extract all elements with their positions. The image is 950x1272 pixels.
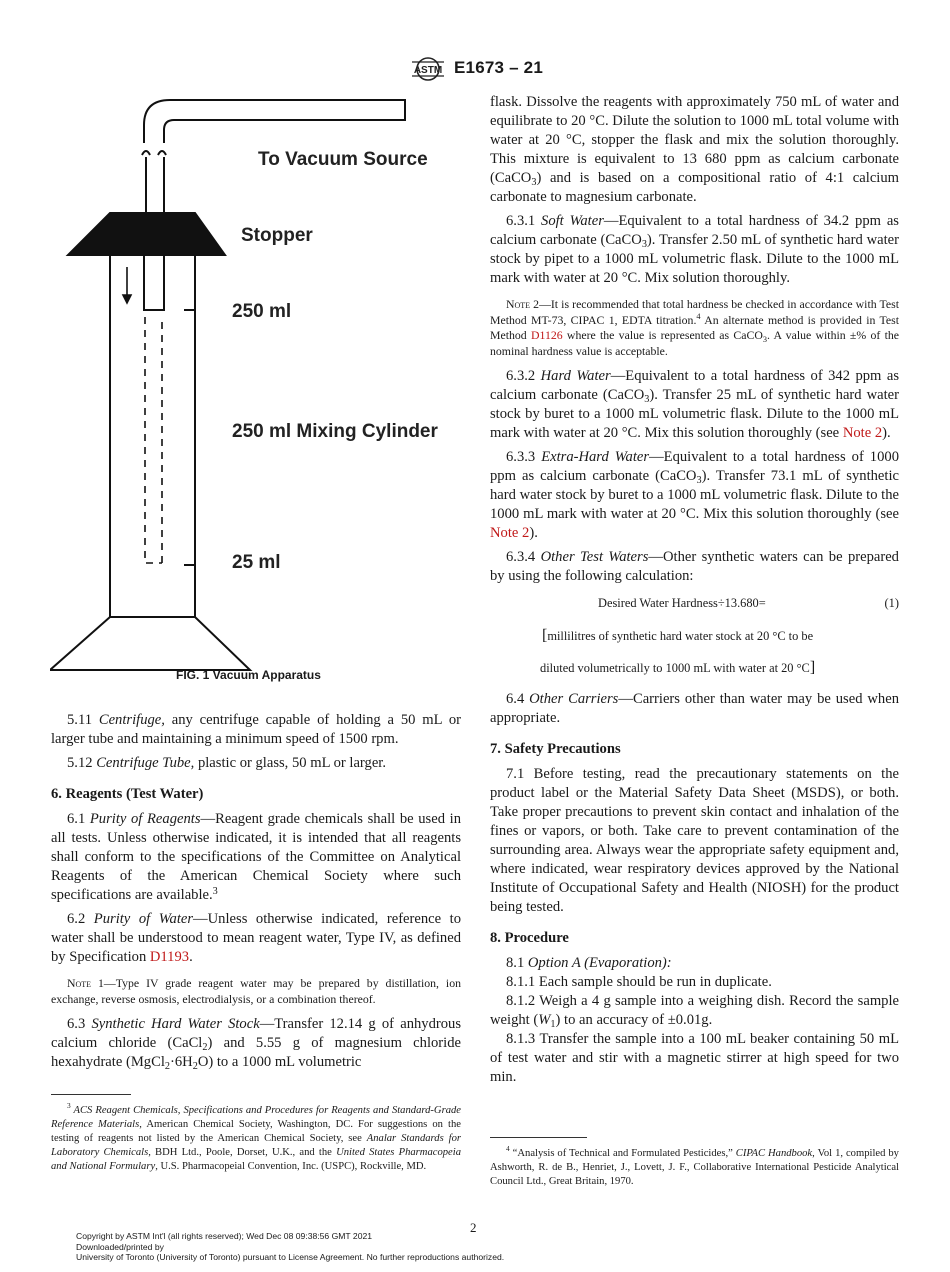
vacuum-apparatus-figure — [50, 95, 470, 685]
left-column — [51, 711, 461, 1077]
footnote-3: $^3$ ACS Reagent Chemicals, Specifications and Procedures for Reagents and Standard-Grade Reference Materials, American Chemical Society, Washington, DC. For suggestions on the testing of reagents not listed by the American Chemical Society, see Analar Standards for Laboratory Chemicals, BDH Ltd., Poole, Dorset, U.K., and the United States Pharmacopeia and National Formulary, U.S. Pharmacopeial Convention, Inc. (USPC), Rockville, MD. — [51, 1101, 462, 1172]
copyright-footer — [76, 1231, 504, 1263]
section-6-3-4: 6.3.4 Other Test Waters—Other synthetic waters can be prepared by using the following calculation: — [490, 549, 899, 584]
label-stopper: Stopper — [241, 225, 313, 246]
link-note-2[interactable]: Note 2 — [842, 425, 883, 441]
link-d1193[interactable]: D1193 — [149, 949, 190, 965]
vacuum-apparatus-drawing — [50, 95, 470, 685]
label-to-vacuum-source: To Vacuum Source — [258, 149, 428, 170]
figure-caption: FIG. 1 Vacuum Apparatus — [176, 668, 321, 682]
document-id: E1673 – 21 — [454, 58, 543, 77]
note-2: Note 2—It is recommended that total hardness be checked in accordance with Test Method MT-73, CIPAC 1, EDTA titration.$^4$ An alternate method is provided in Test Method D1126 where the value is represented as CaCO$_3$. A value within ±% of the nominal hardness value is acceptable. — [490, 297, 899, 358]
heading-safety-precautions: 7. Safety Precautions — [490, 741, 621, 757]
svg-text:ASTM: ASTM — [413, 65, 443, 76]
section-8-1-2: 8.1.2 Weigh a 4 g sample into a weighing dish. Record the sample weight $(W_1)$ to an accuracy of ±0.01g. — [490, 993, 899, 1030]
astm-logo — [408, 56, 448, 82]
page-number: 2 — [470, 1220, 477, 1235]
link-d1126[interactable]: D1126 — [530, 328, 563, 342]
section-6-3-1: 6.3.1 Soft Water—Equivalent to a total hardness of 34.2 ppm as calcium carbonate (CaCO$_3$). Transfer 2.50 mL of synthetic hard water stock by pipet to a 1000 mL volumetric flask. Dilute to the 1000 mL mark with water at 20 °C. Mix solution thoroughly. — [490, 213, 899, 286]
footnote-4: $^4$ “Analysis of Technical and Formulated Pesticides,” CIPAC Handbook, Vol 1, compiled by Ashworth, R. de B., Henriet, J., Lovett, J. F., Collaborative International Pesticide Analytical Council Ltd., Great Britain, 1970. — [490, 1144, 899, 1187]
paragraph-6-3-cont: flask. Dissolve the reagents with approximately 750 mL of water and equilibrate to 20 °C. Dilute the solution to 1000 mL total volume with water at 20 °C, stopper the flask and mix the solution thoroughly. This mixture is equivalent to 13 680 ppm as calcium carbonate (CaCO$_3$) and is based on a compositional ratio of 4:1 calcium carbonate to magnesium carbonate. — [490, 94, 899, 205]
equation-1: Desired Water Hardness÷13.680= (1) — [490, 594, 899, 612]
footer-line-2: Downloaded/printed by — [76, 1241, 164, 1252]
equation-1-line3: diluted volumetrically to 1000 mL with water at 20 °C] — [540, 659, 816, 676]
equation-1-line2: [millilitres of synthetic hard water stock at 20 °C to be — [542, 627, 814, 644]
section-7-1: 7.1 Before testing, read the precautionary statements on the product label or the Material Safety Data Sheet (MSDS), or both. Take proper precautions to prevent skin contact and inhalation of the fines or vapors, or both. Take care to prevent contamination of the surrounding area. Always wear the appropriate safety equipment and, where indicated, wear respiratory devices approved by the National Institute of Occupational Safety and Health (NIOSH) for the product being tested. — [490, 766, 899, 915]
heading-procedure: 8. Procedure — [490, 930, 569, 946]
section-5-11: 5.11 Centrifuge, any centrifuge capable of holding a 50 mL or larger tube and maintaining a minimum speed of 1500 rpm. — [51, 712, 461, 747]
footer-line-1: Copyright by ASTM Int'l (all rights reserved); Wed Dec 08 09:38:56 GMT 2021 — [76, 1231, 373, 1241]
heading-reagents: 6. Reagents (Test Water) — [51, 786, 204, 802]
section-6-3-2: 6.3.2 Hard Water—Equivalent to a total hardness of 342 ppm as calcium carbonate (CaCO$_3$). Transfer 25 mL of synthetic hard water stock by buret to a 1000 mL volumetric flask. Dilute to the 1000 mL mark with water at 20 °C. Mix this solution thoroughly (see Note 2). — [490, 368, 900, 441]
footnote-rule-left — [51, 1094, 131, 1095]
section-5-12: 5.12 Centrifuge Tube, plastic or glass, 50 mL or larger. — [67, 755, 387, 771]
label-250ml: 250 ml — [232, 301, 292, 322]
section-6-4: 6.4 Other Carriers—Carriers other than water may be used when appropriate. — [490, 691, 900, 726]
right-column — [490, 93, 899, 1092]
footnote-rule-right — [490, 1137, 587, 1138]
note-1: Note 1—Type IV grade reagent water may be prepared by distillation, ion exchange, reverse osmosis, electrodialysis, or a combination thereof. — [51, 976, 461, 1006]
section-8-1-3: 8.1.3 Transfer the sample into a 100 mL beaker containing 50 mL of test water and stir with a magnetic stirrer at high speed for two min. — [490, 1031, 899, 1085]
equation-number: (1) — [884, 596, 899, 610]
section-8-1: 8.1 Option A (Evaporation): — [506, 955, 672, 971]
link-note-2[interactable]: Note 2 — [490, 525, 530, 541]
section-6-3-3: 6.3.3 Extra-Hard Water—Equivalent to a total hardness of 1000 ppm as calcium carbonate (CaCO$_3$). Transfer 73.1 mL of synthetic hard water stock by buret to a 1000 mL volumetric flask. Dilute to the 1000 mL mark with water at 20 °C. Mix this solution thoroughly (see Note 2). — [490, 449, 899, 541]
footer-line-3: University of Toronto (University of Toronto) pursuant to License Agreement. No further reproductions authorized. — [76, 1252, 505, 1262]
section-6-2: 6.2 Purity of Water—Unless otherwise indicated, reference to water shall be understood to mean reagent water, Type IV, as defined by Specification D1193. — [51, 911, 462, 965]
label-25ml: 25 ml — [232, 552, 281, 573]
section-6-3: 6.3 Synthetic Hard Water Stock—Transfer 12.14 g of anhydrous calcium chloride (CaCl$_2$) and 5.55 g of magnesium chloride hexahydrate $(MgCl_2\cdot 6H_2O)$ to a 1000 mL volumetric — [51, 1016, 462, 1072]
label-mixing-cylinder: 250 ml Mixing Cylinder — [232, 421, 438, 442]
section-8-1-1: 8.1.1 Each sample should be run in duplicate. — [506, 974, 772, 990]
section-6-1: 6.1 Purity of Reagents—Reagent grade chemicals shall be used in all tests. Unless otherwise indicated, it is intended that all reagents shall conform to the specifications of the Committee on Analytical Reagents of the American Chemical Society where such specifications are available.$^3$ — [51, 811, 461, 903]
